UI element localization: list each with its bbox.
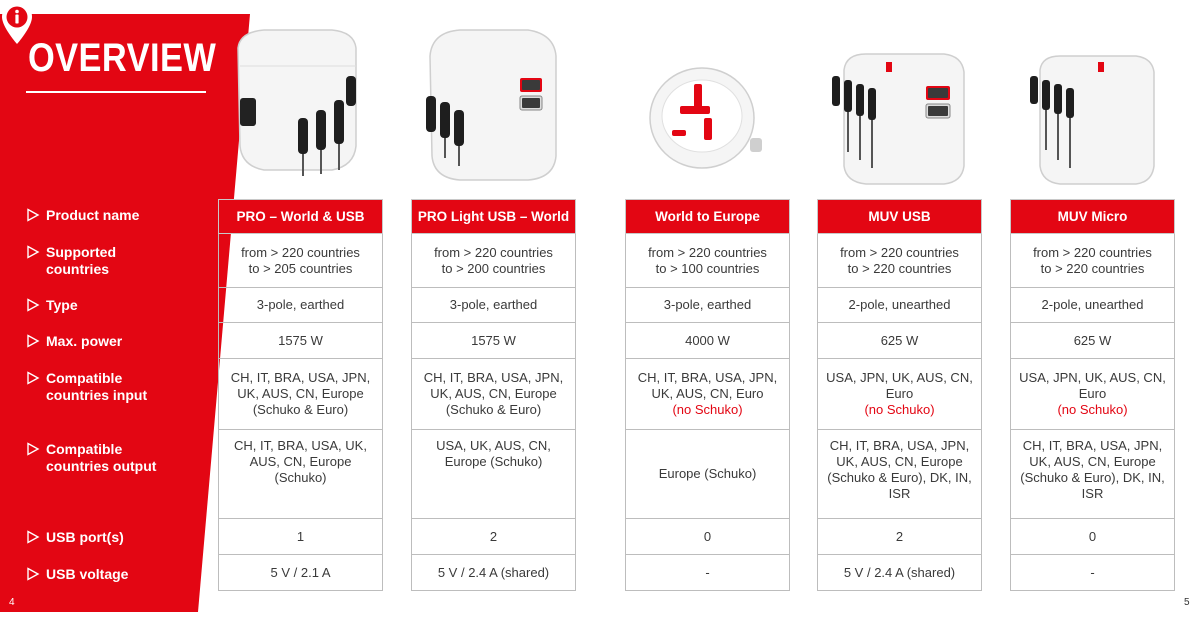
usb-voltage-cell: 5 V / 2.4 A (shared) [411,555,576,591]
row-label-supported-countries: Supported countries [26,244,116,278]
product-name-header: MUV Micro [1010,199,1175,234]
product-name-header: World to Europe [625,199,790,234]
row-labels [0,0,220,630]
compatible-output-cell: USA, UK, AUS, CN, Europe (Schuko) [411,430,576,519]
usb-voltage-cell: - [1010,555,1175,591]
usb-voltage-cell: 5 V / 2.1 A [218,555,383,591]
triangle-bullet-icon [26,442,40,456]
product-image-pro-light-usb-world [416,26,566,186]
row-label-max-power: Max. power [26,333,122,350]
product-image-pro-world-usb [228,26,368,186]
supported-countries-cell: from > 220 countries to > 100 countries [625,234,790,288]
type-cell: 3-pole, earthed [625,288,790,323]
max-power-cell: 625 W [817,323,982,359]
usb-ports-cell: 1 [218,519,383,555]
product-column-muv-usb [817,199,982,591]
compatible-input-cell: CH, IT, BRA, USA, JPN, UK, AUS, CN, Europe (Schuko & Euro) [411,359,576,430]
compatible-output-cell: CH, IT, BRA, USA, JPN, UK, AUS, CN, Europe (Schuko & Euro), DK, IN, ISR [1010,430,1175,519]
product-image-world-to-europe [642,58,772,178]
supported-countries-cell: from > 220 countries to > 220 countries [1010,234,1175,288]
usb-ports-cell: 0 [625,519,790,555]
max-power-cell: 1575 W [411,323,576,359]
triangle-bullet-icon [26,298,40,312]
row-label-usb-voltage: USB voltage [26,566,128,583]
type-cell: 2-pole, unearthed [1010,288,1175,323]
row-label-compatible-output: Compatible countries output [26,441,156,475]
triangle-bullet-icon [26,208,40,222]
usb-ports-cell: 2 [411,519,576,555]
page-number-right: 5 [1184,597,1190,608]
product-image-muv-micro [1024,50,1164,190]
product-name-header: PRO – World & USB [218,199,383,234]
triangle-bullet-icon [26,530,40,544]
product-column-world-to-europe [625,199,790,591]
product-column-muv-micro [1010,199,1175,591]
row-label-type: Type [26,297,78,314]
supported-countries-cell: from > 220 countries to > 220 countries [817,234,982,288]
usb-ports-cell: 0 [1010,519,1175,555]
supported-countries-cell: from > 220 countries to > 200 countries [411,234,576,288]
max-power-cell: 625 W [1010,323,1175,359]
type-cell: 3-pole, earthed [218,288,383,323]
page-number-left: 4 [9,597,15,608]
triangle-bullet-icon [26,371,40,385]
product-name-header: PRO Light USB – World [411,199,576,234]
row-label-compatible-input: Compatible countries input [26,370,147,404]
triangle-bullet-icon [26,245,40,259]
compatible-input-cell: USA, JPN, UK, AUS, CN, Euro (no Schuko) [1010,359,1175,430]
row-label-usb-ports: USB port(s) [26,529,124,546]
page-title: OVERVIEW [28,36,217,80]
max-power-cell: 4000 W [625,323,790,359]
type-cell: 2-pole, unearthed [817,288,982,323]
compatible-output-cell: CH, IT, BRA, USA, JPN, UK, AUS, CN, Europe (Schuko & Euro), DK, IN, ISR [817,430,982,519]
row-label-product-name: Product name [26,207,139,224]
product-column-pro-light-usb-world [411,199,576,591]
triangle-bullet-icon [26,567,40,581]
type-cell: 3-pole, earthed [411,288,576,323]
compatible-input-cell: CH, IT, BRA, USA, JPN, UK, AUS, CN, Europe (Schuko & Euro) [218,359,383,430]
compatible-input-cell: USA, JPN, UK, AUS, CN, Euro (no Schuko) [817,359,982,430]
product-name-header: MUV USB [817,199,982,234]
compatible-output-cell: Europe (Schuko) [625,430,790,519]
compatible-input-cell: CH, IT, BRA, USA, JPN, UK, AUS, CN, Euro (no Schuko) [625,359,790,430]
max-power-cell: 1575 W [218,323,383,359]
compatible-output-cell: CH, IT, BRA, USA, UK, AUS, CN, Europe (Schuko) [218,430,383,519]
product-column-pro-world-usb [218,199,383,591]
usb-ports-cell: 2 [817,519,982,555]
usb-voltage-cell: 5 V / 2.4 A (shared) [817,555,982,591]
usb-voltage-cell: - [625,555,790,591]
triangle-bullet-icon [26,334,40,348]
supported-countries-cell: from > 220 countries to > 205 countries [218,234,383,288]
product-image-muv-usb [826,48,976,188]
